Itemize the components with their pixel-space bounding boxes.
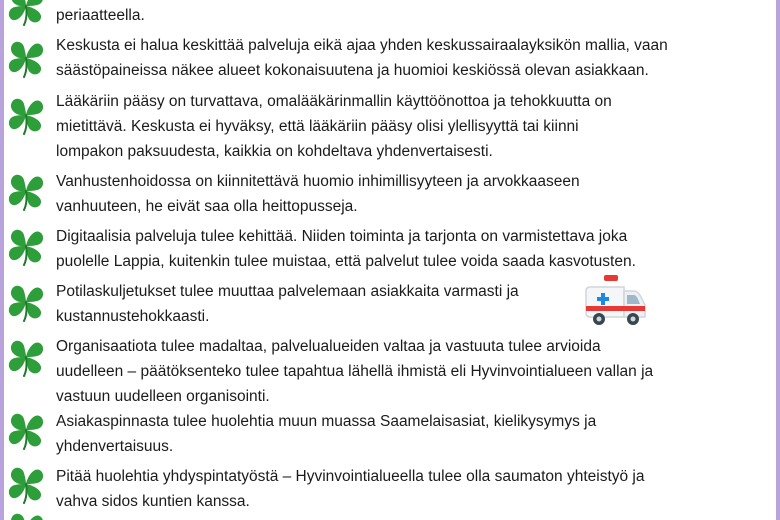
four-leaf-clover-icon <box>6 226 46 266</box>
list-item-text: Organisaatiota tulee madaltaa, palvelualueiden valtaa ja vastuuta tulee arvioida uudelleen – päätöksenteko tulee tapahtua lähellä ihmistä eli Hyvinvointialueen vallan ja vastuun uudelleen organisointi. <box>56 338 654 405</box>
four-leaf-clover-icon <box>6 282 46 322</box>
ambulance-icon <box>584 273 648 329</box>
list-item-text: periaatteella. <box>56 7 145 24</box>
list-item-text: Lääkäriin pääsy on turvattava, omalääkärinmallin käyttöönottoa ja tehokkuutta on mietittävä. Keskusta ei hyväksy, että lääkäriin pääsy olisi ylellisyyttä tai kiinni lompakon paksuudesta, kaikkia on kohdeltava yhdenvertaisesti. <box>56 93 612 160</box>
four-leaf-clover-icon <box>6 38 46 78</box>
four-leaf-clover-icon <box>6 410 46 450</box>
list-item-text: Vanhustenhoidossa on kiinnitettävä huomio inhimillisyyteen ja arvokkaaseen vanhuuteen, he eivät saa olla heittopusseja. <box>56 173 580 215</box>
list-item-text: Digitaalisia palveluja tulee kehittää. Niiden toiminta ja tarjonta on varmistettava joka puolelle Lappia, kuitenkin tulee muistaa, että palvelut tulee voida saada kasvotusten. <box>56 228 636 270</box>
four-leaf-clover-icon <box>6 171 46 211</box>
list-item-text: Pitää huolehtia yhdyspintatyöstä – Hyvinvointialueella tulee olla saumaton yhteistyö ja vahva sidos kuntien kanssa. <box>56 468 645 510</box>
list-item-text: Keskusta ei halua keskittää palveluja eikä ajaa yhden keskussairaalayksikön mallia, vaan säästöpaineissa näkee alueet kokonaisuutena ja huomioi keskiössä olevan asiakkaan. <box>56 37 668 79</box>
four-leaf-clover-icon <box>6 510 46 520</box>
list-item-text: Potilaskuljetukset tulee muuttaa palvelemaan asiakkaita varmasti ja kustannustehokkaasti. <box>56 283 519 325</box>
four-leaf-clover-icon <box>6 95 46 135</box>
four-leaf-clover-icon <box>6 0 46 26</box>
four-leaf-clover-icon <box>6 337 46 377</box>
list-item-text: Asiakaspinnasta tulee huolehtia muun muassa Saamelaisasiat, kielikysymys ja yhdenvertaisuus. <box>56 413 597 455</box>
four-leaf-clover-icon <box>6 464 46 504</box>
